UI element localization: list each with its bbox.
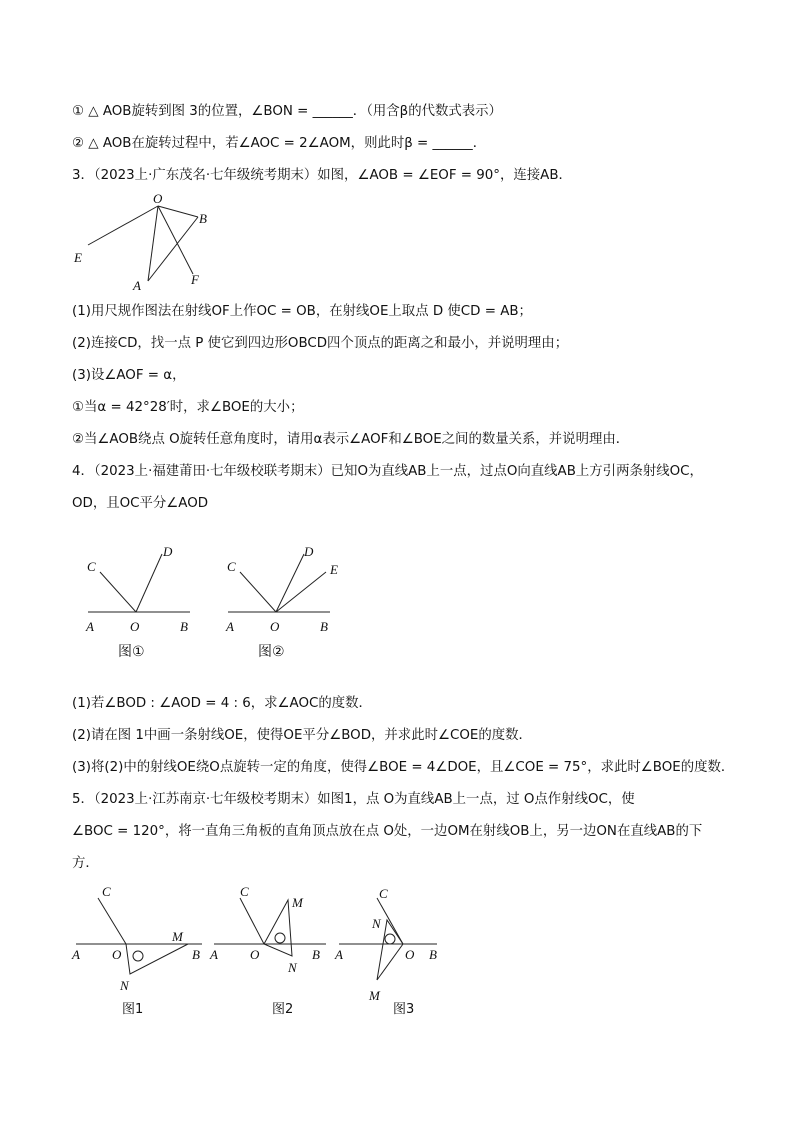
ray-OC [100, 572, 136, 612]
ray-OE [276, 572, 326, 612]
set-square-hole [275, 933, 285, 943]
q3-stem: 3．（2023上·广东茂名·七年级统考期末）如图，∠AOB = ∠EOF = 90°，连接AB． [72, 168, 572, 183]
label-C: C [227, 559, 236, 574]
label-C: C [102, 884, 111, 899]
label-D: D [163, 544, 173, 559]
label-C: C [87, 559, 96, 574]
label-B: B [312, 947, 320, 962]
ray-OC [98, 898, 126, 944]
q5-figure-3 [333, 882, 453, 1022]
q4-stem: 4．（2023上·福建莆田·七年级校联考期末）已知O为直线AB上一点，过点O向直线AB上方引两条射线OC， [72, 464, 703, 479]
ray-OF [158, 206, 193, 274]
q5-figure-1 [70, 882, 210, 1022]
ray-OC [240, 572, 276, 612]
q3-figure [70, 190, 220, 298]
q5-stem-cont1: ∠BOC = 120°，将一直角三角板的直角顶点放在点 O处，一边OM在射线OB上，另一边ON在直线AB的下 [72, 824, 703, 839]
q3-part3-sub1: ①当α = 42°28′时，求∠BOE的大小； [72, 400, 304, 415]
triangle-set-square [126, 944, 188, 974]
label-A: A [86, 619, 94, 634]
q3-part1: (1)用尺规作图法在射线OF上作OC = OB，在射线OE上取点 D 使CD = AB； [72, 304, 532, 319]
figure-caption: 图1 [122, 1002, 144, 1017]
label-N: N [288, 960, 297, 975]
set-square-hole [385, 934, 395, 944]
figure-caption: 图② [258, 644, 285, 660]
q4-part2: (2)请在图 1中画一条射线OE，使得OE平分∠BOD，并求此时∠COE的度数． [72, 728, 532, 743]
segment-OB [158, 206, 198, 217]
q3-part2: (2)连接CD，找一点 P 使它到四边形OBCD四个顶点的距离之和最小，并说明理由； [72, 336, 569, 351]
label-O: O [250, 947, 260, 962]
label-A: A [210, 947, 218, 962]
q5-stem-cont2: 方． [72, 856, 99, 871]
q3-part3: (3)设∠AOF = α， [72, 368, 186, 383]
q4-stem-cont: OD，且OC平分∠AOD [72, 496, 209, 511]
figure-caption: 图3 [393, 1002, 415, 1017]
label-E: E [74, 250, 82, 265]
label-M: M [369, 988, 380, 1003]
label-E: E [330, 562, 338, 577]
ray-OC [240, 898, 264, 944]
label-O: O [112, 947, 122, 962]
label-C: C [379, 886, 388, 901]
label-M: M [172, 929, 183, 944]
q4-part3: (3)将(2)中的射线OE绕O点旋转一定的角度，使得∠BOE = 4∠DOE，且∠COE = 75°，求此时∠BOE的度数． [72, 760, 735, 775]
ray-OE [88, 206, 158, 245]
label-O: O [130, 619, 140, 634]
q3-part3-sub2: ②当∠AOB绕点 O旋转任意角度时，请用α表示∠AOF和∠BOE之间的数量关系，并说明理由． [72, 432, 630, 447]
label-B: B [199, 211, 207, 226]
q5-stem: 5．（2023上·江苏南京·七年级校考期末）如图1，点 O为直线AB上一点，过 O点作射线OC，使 [72, 792, 635, 807]
q4-figure-2 [220, 540, 350, 665]
figure-caption: 图① [118, 644, 145, 660]
set-square-hole [133, 951, 143, 961]
q4-figure-1 [80, 540, 200, 665]
label-M: M [292, 895, 303, 910]
ray-OC [377, 898, 403, 944]
label-B: B [429, 947, 437, 962]
triangle-set-square [377, 920, 403, 980]
q5-figure-2 [208, 882, 338, 1022]
label-A: A [133, 278, 141, 293]
q2-sub2: ② △ AOB在旋转过程中，若∠AOC = 2∠AOM，则此时β = ______． [72, 136, 487, 151]
label-A: A [335, 947, 343, 962]
label-D: D [304, 544, 314, 559]
label-O: O [405, 947, 415, 962]
label-N: N [372, 916, 381, 931]
q4-part1: (1)若∠BOD : ∠AOD = 4 : 6，求∠AOC的度数． [72, 696, 372, 711]
label-O: O [270, 619, 280, 634]
label-C: C [240, 884, 249, 899]
ray-OD [276, 554, 304, 612]
label-B: B [320, 619, 328, 634]
q2-sub1: ① △ AOB旋转到图 3的位置，∠BON = ______．（用含β的代数式表示） [72, 104, 502, 119]
label-A: A [226, 619, 234, 634]
triangle-set-square [264, 900, 292, 956]
ray-OD [136, 554, 162, 612]
label-O: O [153, 191, 163, 206]
figure-caption: 图2 [272, 1002, 294, 1017]
label-A: A [72, 947, 80, 962]
label-N: N [120, 978, 129, 993]
label-F: F [191, 272, 199, 287]
label-B: B [180, 619, 188, 634]
label-B: B [192, 947, 200, 962]
